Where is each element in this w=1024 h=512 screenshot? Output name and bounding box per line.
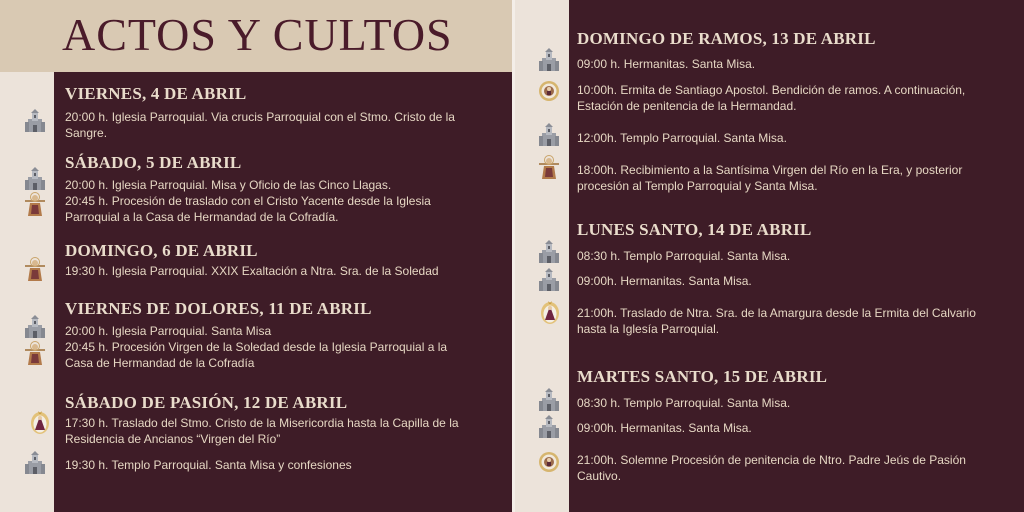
event-text: 17:30 h. Traslado del Stmo. Cristo de la Misericordia hasta la Capilla de la Residencia de Ancianos “Virgen del Río” [65,416,459,446]
virgin-icon [29,410,51,436]
event-text: 19:30 h. Templo Parroquial. Santa Misa y confesiones [65,458,352,472]
medallion-icon [538,449,560,475]
day-heading: VIERNES, 4 DE ABRIL [65,84,247,103]
statue-icon [24,192,46,218]
day-heading: SÁBADO, 5 DE ABRIL [65,153,242,172]
church-icon [24,166,46,192]
event-text: 20:45 h. Procesión Virgen de la Soledad desde la Iglesia Parroquial a la Casa de Hermandad de la Cofradía [65,340,448,370]
medallion-icon [538,78,560,104]
day-heading: DOMINGO, 6 DE ABRIL [65,241,258,260]
church-icon [538,239,560,265]
title-bar [0,0,512,72]
statue-icon [24,341,46,367]
church-icon [24,108,46,134]
event-text: 20:45 h. Procesión de traslado con el Cristo Yacente desde la Iglesia Parroquial a la Casa de Hermandad de la Cofradía. [65,194,431,224]
event-text: 21:00h. Traslado de Ntra. Sra. de la Amargura desde la Ermita del Calvario hasta la Iglesía Parroquial. [577,306,976,336]
virgin-icon [539,300,561,326]
day-heading: DOMINGO DE RAMOS, 13 DE ABRIL [577,29,876,48]
statue-icon [538,155,560,181]
event-text: 20:00 h. Iglesia Parroquial. Via crucis Parroquial con el Stmo. Cristo de la Sangre. [65,110,455,140]
church-icon [538,47,560,73]
event-text: 09:00 h. Hermanitas. Santa Misa. [577,57,756,71]
statue-icon [24,257,46,283]
event-text: 20:00 h. Iglesia Parroquial. Santa Misa [65,324,272,338]
icon-strip [0,72,54,512]
event-text: 18:00h. Recibimiento a la Santísima Virgen del Río en la Era, y posterior procesión al Templo Parroquial y Santa Misa. [577,163,963,193]
church-icon [24,450,46,476]
event-text: 09:00h. Hermanitas. Santa Misa. [577,274,752,288]
day-heading: MARTES SANTO, 15 DE ABRIL [577,367,828,386]
church-icon [538,267,560,293]
day-heading: LUNES SANTO, 14 DE ABRIL [577,220,812,239]
event-text: 20:00 h. Iglesia Parroquial. Misa y Oficio de las Cinco Llagas. [65,178,392,192]
event-text: 09:00h. Hermanitas. Santa Misa. [577,421,752,435]
church-icon [538,387,560,413]
page-title: ACTOS Y CULTOS [62,9,453,60]
event-text: 10:00h. Ermita de Santiago Apostol. Bendición de ramos. A continuación, Estación de penitencia de la Hermandad. [577,83,966,113]
day-heading: VIERNES DE DOLORES, 11 DE ABRIL [65,299,372,318]
event-text: 12:00h. Templo Parroquial. Santa Misa. [577,131,787,145]
day-heading: SÁBADO DE PASIÓN, 12 DE ABRIL [65,393,348,412]
church-icon [24,314,46,340]
event-text: 19:30 h. Iglesia Parroquial. XXIX Exaltación a Ntra. Sra. de la Soledad [65,264,439,278]
church-icon [538,122,560,148]
church-icon [538,414,560,440]
event-text: 08:30 h. Templo Parroquial. Santa Misa. [577,396,791,410]
event-text: 08:30 h. Templo Parroquial. Santa Misa. [577,249,791,263]
event-text: 21:00h. Solemne Procesión de penitencia de Ntro. Padre Jeús de Pasión Cautivo. [577,453,966,483]
